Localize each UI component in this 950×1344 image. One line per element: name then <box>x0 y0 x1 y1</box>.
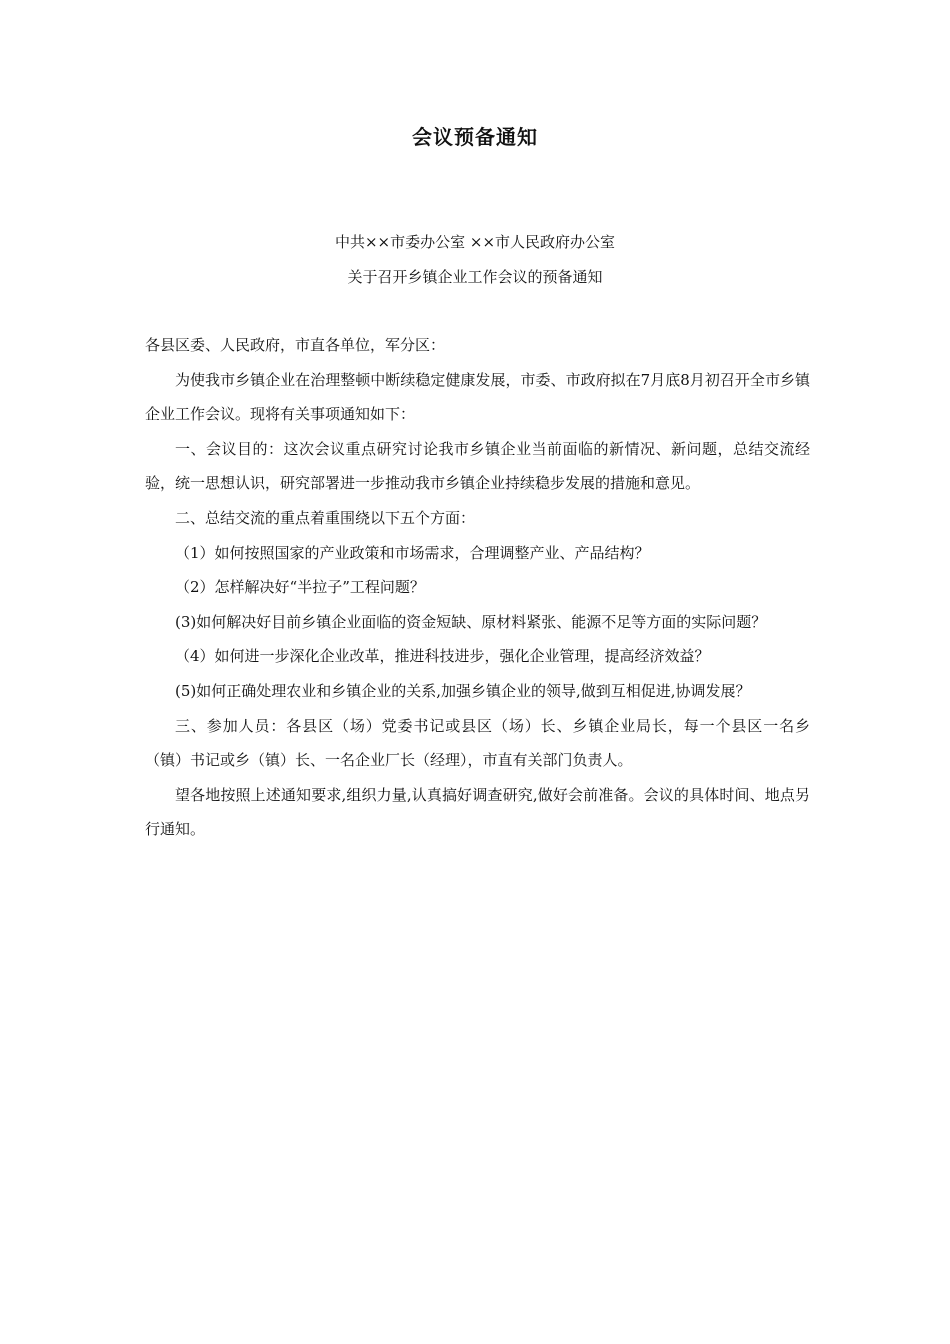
document-body <box>145 328 810 847</box>
subject-line: 关于召开乡镇企业工作会议的预备通知 <box>347 268 603 286</box>
list-item: （4）如何进一步深化企业改革，推进科技进步，强化企业管理，提高经济效益？ <box>175 647 710 666</box>
paragraph-purpose: 一、会议目的：这次会议重点研究讨论我市乡镇企业当前面临的新情况、新问题，总结交流经验，统一思想认识，研究部署进一步推动我市乡镇企业持续稳步发展的措施和意见。 <box>145 439 810 493</box>
issuer-line: 中共××市委办公室 ××市人民政府办公室 <box>334 233 616 251</box>
paragraph-closing: 望各地按照上述通知要求,组织力量,认真搞好调查研究,做好会前准备。会议的具体时间、地点另行通知。 <box>145 785 810 839</box>
list-item: (3)如何解决好目前乡镇企业面临的资金短缺、原材料紧张、能源不足等方面的实际问题？ <box>175 612 767 631</box>
paragraph-participants: 三、参加人员：各县区（场）党委书记或县区（场）长、乡镇企业局长，每一个县区一名乡（镇）书记或乡（镇）长、一名企业厂长（经理），市直有关部门负责人。 <box>145 716 810 770</box>
paragraph-intro: 为使我市乡镇企业在治理整顿中断续稳定健康发展，市委、市政府拟在7月底8月初召开全市乡镇企业工作会议。现将有关事项通知如下： <box>145 370 810 424</box>
salutation: 各县区委、人民政府，市直各单位，军分区： <box>145 336 446 354</box>
list-item: （1）如何按照国家的产业政策和市场需求，合理调整产业、产品结构？ <box>175 543 650 562</box>
list-item: （2）怎样解决好“半拉子”工程问题？ <box>175 578 425 597</box>
paragraph-focus: 二、总结交流的重点着重围绕以下五个方面： <box>175 508 476 527</box>
document-title: 会议预备通知 <box>412 125 538 149</box>
list-item: (5)如何正确处理农业和乡镇企业的关系,加强乡镇企业的领导,做到互相促进,协调发展？ <box>175 681 751 700</box>
